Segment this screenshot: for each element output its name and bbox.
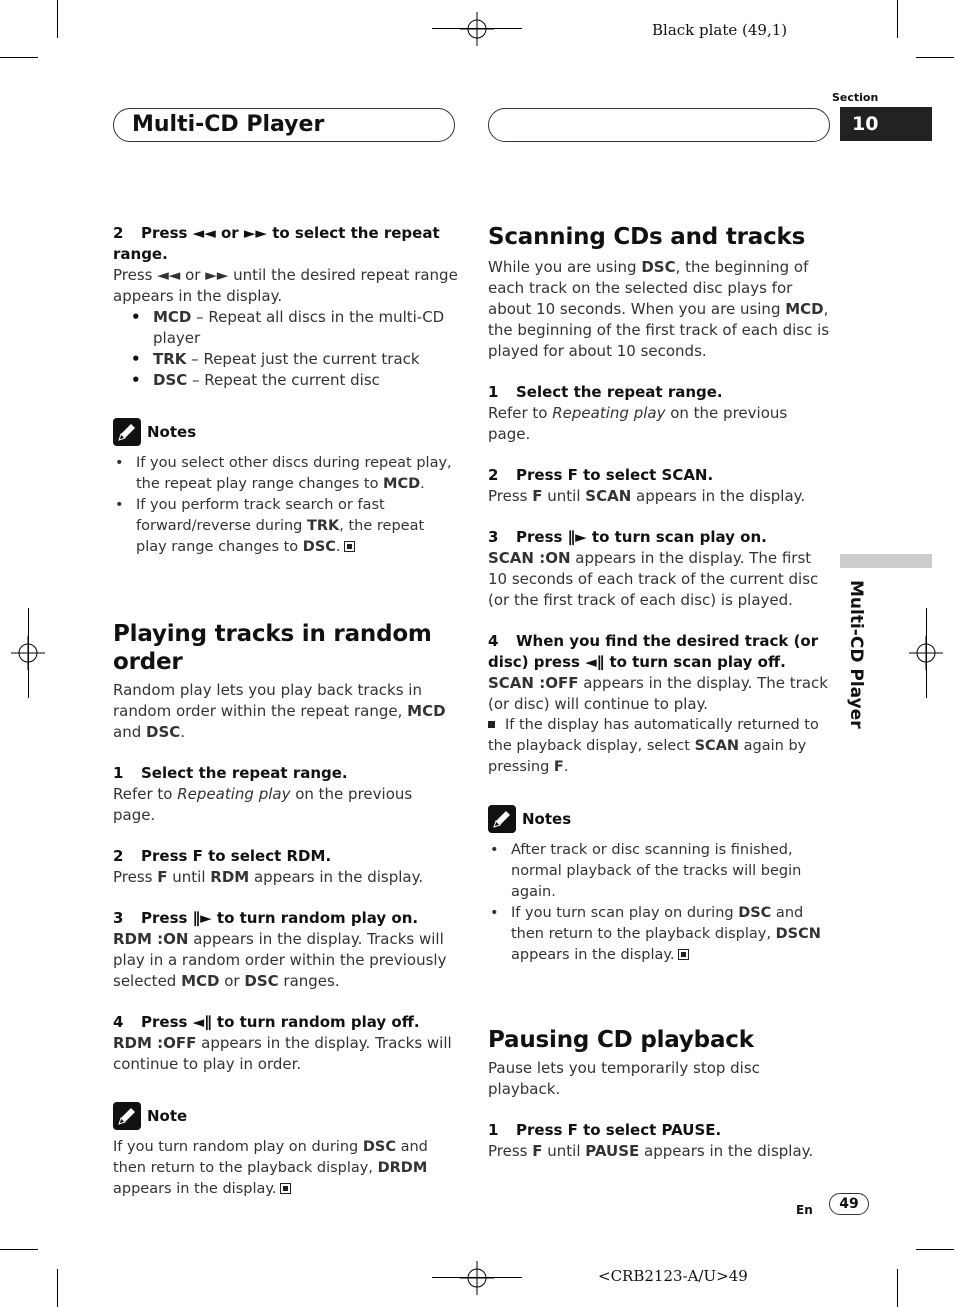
note-item: • If you perform track search or fast forward/reverse during TRK, the repeat play range changes to DSC. — [113, 495, 458, 558]
section-intro: While you are using DSC, the beginning of each track on the selected disc plays for about 10 seconds. When you are using MCD, the beginning of the first track of each disc is played for about 10 seconds. — [488, 258, 830, 360]
step-body: Refer to Repeating play on the previous page. — [113, 785, 413, 824]
registration-mark-icon — [460, 1261, 494, 1295]
notes-header: Notes — [113, 417, 458, 447]
pencil-icon — [113, 1102, 141, 1130]
crop-mark — [916, 57, 954, 58]
step-body: Refer to Repeating play on the previous page. — [488, 404, 788, 443]
side-tab-label: Multi-CD Player — [846, 580, 866, 729]
note-header: Note — [113, 1101, 458, 1131]
crop-mark — [897, 0, 898, 38]
end-mark-icon — [678, 949, 689, 960]
back-pause-icon: ◄∥ — [585, 653, 605, 671]
step-heading: 2 Press F to select RDM. — [113, 847, 332, 865]
rewind-icon: ◄◄ — [192, 224, 216, 242]
section-heading: Pausing CD playback — [488, 1027, 754, 1053]
step-heading: 3 Press ∥► to turn scan play on. — [488, 528, 767, 546]
section-number: 10 — [840, 107, 932, 141]
step-body: RDM :OFF appears in the display. Tracks will continue to play in order. — [113, 1034, 452, 1073]
rewind-icon: ◄◄ — [157, 266, 181, 284]
registration-mark-icon — [460, 12, 494, 46]
note-item: • If you select other discs during repeat play, the repeat play range changes to MCD. — [113, 453, 458, 495]
crop-mark — [57, 1269, 58, 1307]
document-code: <CRB2123-A/U>49 — [598, 1267, 748, 1285]
crop-mark — [57, 0, 58, 38]
pencil-icon — [488, 805, 516, 833]
crop-mark — [432, 28, 522, 29]
page-title: Multi-CD Player — [132, 112, 325, 137]
crop-mark — [897, 1269, 898, 1307]
section-label: Section — [832, 91, 879, 104]
list-item: • DSC – Repeat the current disc — [113, 370, 458, 391]
section-intro: Random play lets you play back tracks in random order within the repeat range, MCD and DSC. — [113, 681, 446, 741]
step-heading: 4 Press ◄∥ to turn random play off. — [113, 1013, 420, 1031]
right-column — [488, 223, 830, 1162]
step-body: Press F until RDM appears in the display. — [113, 868, 424, 886]
section-heading: Scanning CDs and tracks — [488, 224, 806, 250]
crop-mark — [916, 1249, 954, 1250]
step-heading: 4 When you find the desired track (or disc) press ◄∥ to turn scan play off. — [488, 632, 819, 671]
step-body: Press F until SCAN appears in the display. — [488, 487, 806, 505]
step-heading: 1 Select the repeat range. — [488, 383, 723, 401]
crop-mark — [0, 1249, 38, 1250]
step-body: Press F until PAUSE appears in the display. — [488, 1142, 814, 1160]
step-body: RDM :ON appears in the display. Tracks will play in a random order within the previously selected MCD or DSC ranges. — [113, 930, 447, 990]
step-body: SCAN :ON appears in the display. The first 10 seconds of each track of the current disc (or the first track of each disc) is played. — [488, 549, 819, 609]
step-heading: 1 Select the repeat range. — [113, 764, 348, 782]
plate-label: Black plate (49,1) — [652, 21, 788, 39]
list-item: • MCD – Repeat all discs in the multi-CD player — [113, 307, 458, 349]
step-heading: 1 Press F to select PAUSE. — [488, 1121, 722, 1139]
note-text: If you turn random play on during DSC and then return to the playback display, DRDM appears in the display. — [113, 1139, 428, 1197]
page-number: 49 — [829, 1193, 869, 1215]
crop-mark — [432, 1277, 522, 1278]
section-heading: Playing tracks in random order — [113, 621, 432, 675]
step-body: SCAN :OFF appears in the display. The track (or disc) will continue to play. — [488, 674, 828, 713]
crop-mark — [926, 608, 927, 698]
bullet-square-icon — [488, 721, 495, 728]
step-heading: 2 Press F to select SCAN. — [488, 466, 714, 484]
back-pause-icon: ◄∥ — [192, 1013, 212, 1031]
pencil-icon — [113, 418, 141, 446]
step-heading: 2 Press ◄◄ or ►► to select the repeat range. — [113, 224, 440, 263]
left-column — [113, 223, 458, 1200]
note-item: • If you turn scan play on during DSC and then return to the playback display, DSCN appears in the display. — [488, 903, 830, 966]
end-mark-icon — [280, 1183, 291, 1194]
section-intro: Pause lets you temporarily stop disc playback. — [488, 1059, 760, 1098]
play-pause-icon: ∥► — [192, 909, 212, 927]
list-item: • TRK – Repeat just the current track — [113, 349, 458, 370]
step-heading: 3 Press ∥► to turn random play on. — [113, 909, 419, 927]
crop-mark — [28, 608, 29, 698]
step-body: Press ◄◄ or ►► until the desired repeat range appears in the display. — [113, 266, 458, 305]
notes-header: Notes — [488, 804, 830, 834]
language-label: En — [796, 1203, 813, 1217]
title-bar-right — [488, 108, 830, 142]
play-pause-icon: ∥► — [567, 528, 587, 546]
note-item: • After track or disc scanning is finished, normal playback of the tracks will begin again. — [488, 840, 830, 903]
tip-text: If the display has automatically returned to the playback display, select SCAN again by pressing F. — [488, 717, 819, 775]
crop-mark — [0, 57, 38, 58]
forward-icon: ►► — [205, 266, 229, 284]
end-mark-icon — [344, 541, 355, 552]
forward-icon: ►► — [243, 224, 267, 242]
side-tab — [840, 554, 932, 568]
title-bar — [113, 108, 455, 142]
